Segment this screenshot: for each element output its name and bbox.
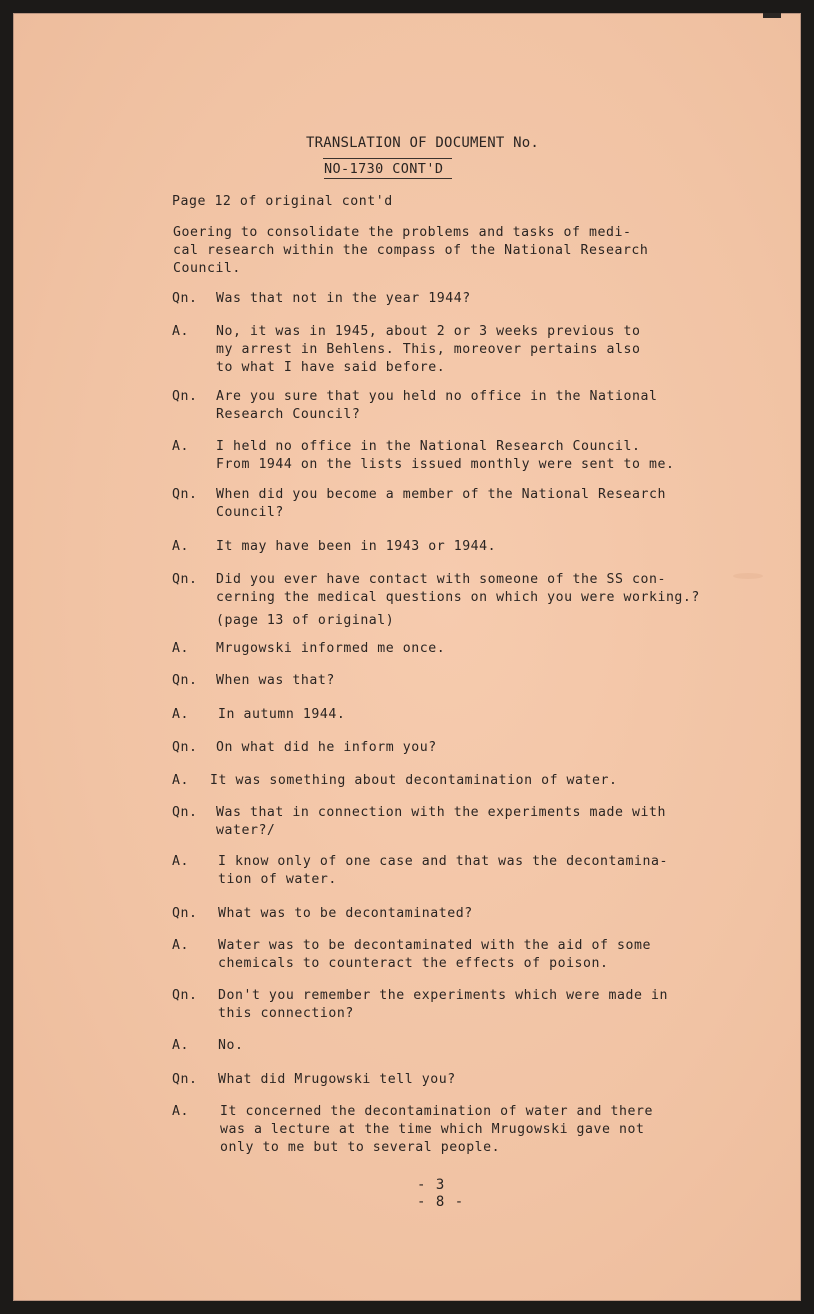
page-number: - 8 - [417, 1194, 465, 1210]
entry-line: From 1944 on the lists issued monthly were sent to me. [216, 457, 675, 472]
entry-line: tion of water. [218, 872, 337, 887]
corner-mark [763, 13, 781, 18]
entry-line: It concerned the decontamination of water and there [220, 1104, 653, 1119]
entry-line: When was that? [216, 673, 335, 688]
entry-line: this connection? [218, 1006, 354, 1021]
entry-line: It was something about decontamination of water. [210, 773, 618, 788]
intro-paragraph [173, 224, 648, 278]
speaker-label: A. [172, 773, 189, 788]
page-note: Page 12 of original cont'd [172, 194, 393, 209]
speaker-label: A. [172, 1104, 189, 1119]
entry-text [210, 772, 618, 790]
entry-text [216, 571, 700, 607]
speaker-label: A. [172, 1038, 189, 1053]
speaker-label: Qn. [172, 740, 198, 755]
entry-line: When did you become a member of the National Research [216, 487, 666, 502]
entry-text [218, 706, 345, 724]
entry-line: (page 13 of original) [216, 613, 395, 628]
intro-line: cal research within the compass of the National Research [173, 243, 649, 258]
entry-line: my arrest in Behlens. This, moreover pertains also [216, 342, 641, 357]
entry-line: chemicals to counteract the effects of poison. [218, 956, 609, 971]
entry-text [216, 388, 657, 424]
entry-line: Council? [216, 505, 284, 520]
speaker-label: Qn. [172, 1072, 198, 1087]
entry-text [216, 640, 445, 658]
entry-line: No. [218, 1038, 244, 1053]
speaker-label: Qn. [172, 389, 198, 404]
entry-line: I know only of one case and that was the decontamina- [218, 854, 668, 869]
entry-text [218, 1071, 456, 1089]
entry-text [218, 937, 651, 973]
entry-line: Research Council? [216, 407, 361, 422]
entry-line: I held no office in the National Research Council. [216, 439, 641, 454]
entry-text [216, 438, 674, 474]
entry-text [218, 905, 473, 923]
entry-text [216, 804, 666, 840]
entry-text [216, 672, 335, 690]
entry-line: was a lecture at the time which Mrugowski gave not [220, 1122, 645, 1137]
speaker-label: A. [172, 641, 189, 656]
entry-line: It may have been in 1943 or 1944. [216, 539, 497, 554]
paper-stain [733, 573, 763, 579]
page-number-secondary: - 3 [417, 1177, 446, 1193]
speaker-label: Qn. [172, 906, 198, 921]
entry-text [216, 323, 640, 377]
intro-line: Goering to consolidate the problems and tasks of medi- [173, 225, 632, 240]
speaker-label: Qn. [172, 487, 198, 502]
entry-line: What was to be decontaminated? [218, 906, 473, 921]
entry-line: Did you ever have contact with someone of the SS con- [216, 572, 666, 587]
speaker-label: A. [172, 324, 189, 339]
speaker-label: Qn. [172, 805, 198, 820]
entry-line: Don't you remember the experiments which were made in [218, 988, 668, 1003]
entry-text [216, 486, 666, 522]
entry-line: Are you sure that you held no office in the National [216, 389, 658, 404]
entry-text [216, 538, 496, 556]
entry-text [216, 739, 437, 757]
entry-line: Was that not in the year 1944? [216, 291, 471, 306]
entry-text [218, 853, 668, 889]
entry-line: cerning the medical questions on which you were working.? [216, 590, 700, 605]
speaker-label: Qn. [172, 572, 198, 587]
entry-text [216, 290, 471, 308]
speaker-label: Qn. [172, 988, 198, 1003]
entry-line: What did Mrugowski tell you? [218, 1072, 456, 1087]
entry-text [218, 987, 668, 1023]
title-rule [323, 158, 452, 159]
entry-line: only to me but to several people. [220, 1140, 501, 1155]
entry-text [220, 1103, 653, 1157]
intro-line: Council. [173, 261, 241, 276]
speaker-label: A. [172, 854, 189, 869]
entry-line: Water was to be decontaminated with the aid of some [218, 938, 651, 953]
reference-underline [324, 178, 452, 179]
entry-line: Mrugowski informed me once. [216, 641, 446, 656]
entry-line: Was that in connection with the experiments made with [216, 805, 666, 820]
speaker-label: Qn. [172, 291, 198, 306]
entry-text [216, 612, 394, 630]
speaker-label: Qn. [172, 673, 198, 688]
entry-line: No, it was in 1945, about 2 or 3 weeks previous to [216, 324, 641, 339]
entry-line: In autumn 1944. [218, 707, 346, 722]
speaker-label: A. [172, 439, 189, 454]
entry-line: On what did he inform you? [216, 740, 437, 755]
entry-line: to what I have said before. [216, 360, 446, 375]
document-title: TRANSLATION OF DOCUMENT No. [306, 135, 539, 151]
speaker-label: A. [172, 539, 189, 554]
entry-text [218, 1037, 243, 1055]
document-reference: NO-1730 CONT'D [324, 161, 444, 177]
speaker-label: A. [172, 707, 189, 722]
speaker-label: A. [172, 938, 189, 953]
entry-line: water?/ [216, 823, 276, 838]
